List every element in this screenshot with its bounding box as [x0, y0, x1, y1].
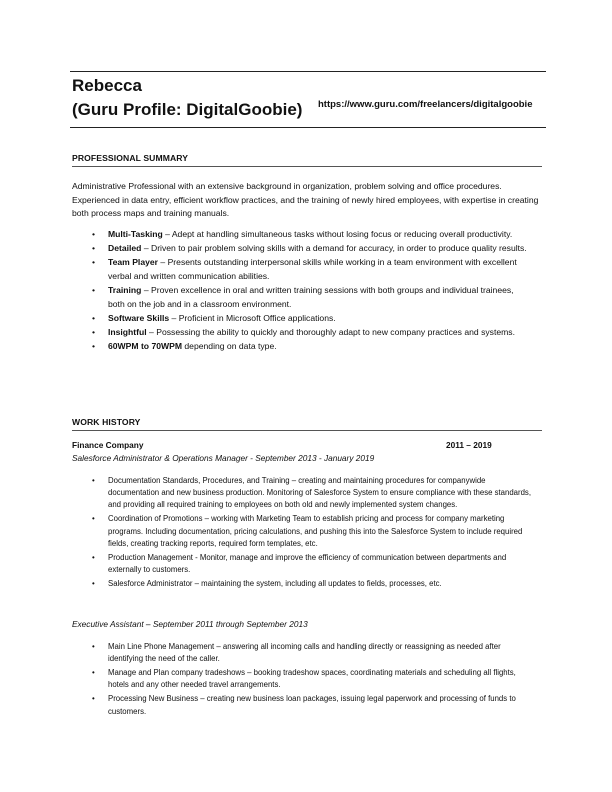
role-title-2: Executive Assistant – September 2011 through September 2013	[72, 619, 308, 629]
work-history-rule	[72, 430, 542, 431]
profile-url-link[interactable]: https://www.guru.com/freelancers/digitalgoobie	[318, 99, 533, 110]
bullet-icon: •	[92, 312, 96, 323]
skill-label: Multi-Tasking	[108, 229, 163, 239]
skill-description: – Proficient in Microsoft Office applications.	[169, 312, 336, 323]
skill-item	[92, 242, 530, 256]
work-history-heading: WORK HISTORY	[72, 417, 141, 427]
duty-item	[92, 475, 532, 512]
duty-text: Documentation Standards, Procedures, and Training – creating and maintaining procedures for companywide documentation and new business production. Monitoring of Salesforce System to ensure compliance with these standards, and providing all required training to employees on both old and newly implemented system changes.	[108, 476, 532, 510]
skill-label: Detailed	[108, 243, 142, 254]
duty-text: Salesforce Administrator – maintaining the system, including all updates to fields, processes, etc.	[108, 579, 442, 589]
skill-description: – Presents outstanding interpersonal skills while working in a team environment with excellent verbal and written communication abilities.	[108, 257, 517, 281]
summary-heading: PROFESSIONAL SUMMARY	[72, 153, 189, 163]
candidate-name: Rebecca	[72, 76, 142, 95]
skills-list	[92, 228, 530, 355]
skill-label: Software Skills	[108, 312, 170, 323]
skill-item	[92, 312, 530, 326]
skill-description: – Driven to pair problem solving skills with a demand for accuracy, in order to produce quality results.	[141, 243, 527, 254]
skill-label: 60WPM to 70WPM	[108, 341, 183, 352]
skill-item	[92, 340, 530, 354]
duties-list-1	[92, 475, 532, 592]
duty-item	[92, 693, 532, 717]
skill-description: – Possessing the ability to quickly and thoroughly adapt to new company practices and systems.	[146, 327, 515, 338]
bullet-icon: •	[92, 514, 95, 524]
role-title-1: Salesforce Administrator & Operations Manager - September 2013 - January 2019	[72, 453, 375, 463]
name-block	[72, 74, 302, 122]
skill-description: – Proven excellence in oral and written training sessions with both groups and individual trainees, both on the job and in a classroom environment.	[108, 285, 514, 309]
bullet-icon: •	[92, 668, 95, 678]
duty-text: Coordination of Promotions – working with Marketing Team to establish pricing and process for company marketing programs. Including documentation, pricing calculations, and pushing this into the Salesforce System to include required fields, creating tracking reports, required form templates, etc.	[108, 514, 523, 548]
skill-description: depending on data type.	[182, 341, 277, 352]
summary-rule	[72, 166, 542, 167]
skill-label: Training	[108, 285, 142, 296]
bullet-icon: •	[92, 341, 96, 352]
company-name: Finance Company	[72, 440, 144, 450]
summary-text: Administrative Professional with an extensive background in organization, problem solving and office procedures. Experienced in data entry, efficient workflow practices, and the training of newly hired employees, with expertise in creating both process maps and training manuals.	[72, 181, 539, 219]
bullet-icon: •	[92, 229, 96, 239]
bullet-icon: •	[92, 285, 96, 296]
bullet-icon: •	[92, 579, 95, 589]
duty-item	[92, 641, 532, 665]
employment-years: 2011 – 2019	[446, 440, 492, 450]
skill-item	[92, 326, 530, 340]
duty-item	[92, 513, 532, 550]
bullet-icon: •	[92, 243, 96, 254]
duty-text: Processing New Business – creating new business loan packages, issuing legal paperwork and processing of funds to customers.	[108, 694, 516, 716]
duty-text: Production Management - Monitor, manage and improve the efficiency of communication between departments and externally to customers.	[108, 552, 507, 575]
skill-item	[92, 256, 530, 283]
duty-item	[92, 667, 532, 691]
duty-text: Main Line Phone Management – answering all incoming calls and handling directly or reassigning as needed after identifying the need of the caller.	[108, 642, 501, 664]
profile-label: (Guru Profile: DigitalGoobie)	[72, 100, 303, 119]
bullet-icon: •	[92, 257, 96, 268]
duty-item	[92, 578, 532, 590]
bullet-icon: •	[92, 327, 96, 338]
skill-label: Insightful	[108, 327, 147, 338]
bullet-icon: •	[92, 552, 95, 562]
top-rule	[70, 71, 546, 72]
bullet-icon: •	[92, 642, 95, 651]
duty-item	[92, 552, 532, 576]
skill-label: Team Player	[108, 257, 159, 268]
skill-item	[92, 228, 530, 242]
header-rule	[70, 127, 546, 128]
duties-list-2	[92, 641, 532, 720]
skill-item	[92, 284, 530, 311]
bullet-icon: •	[92, 694, 95, 704]
duty-text: Manage and Plan company tradeshows – booking tradeshow spaces, coordinating materials and scheduling all flights, hotels and any other needed travel arrangements.	[108, 668, 516, 690]
skill-description: – Adept at handling simultaneous tasks without losing focus or reducing overall productivity.	[162, 229, 513, 239]
bullet-icon: •	[92, 476, 95, 485]
